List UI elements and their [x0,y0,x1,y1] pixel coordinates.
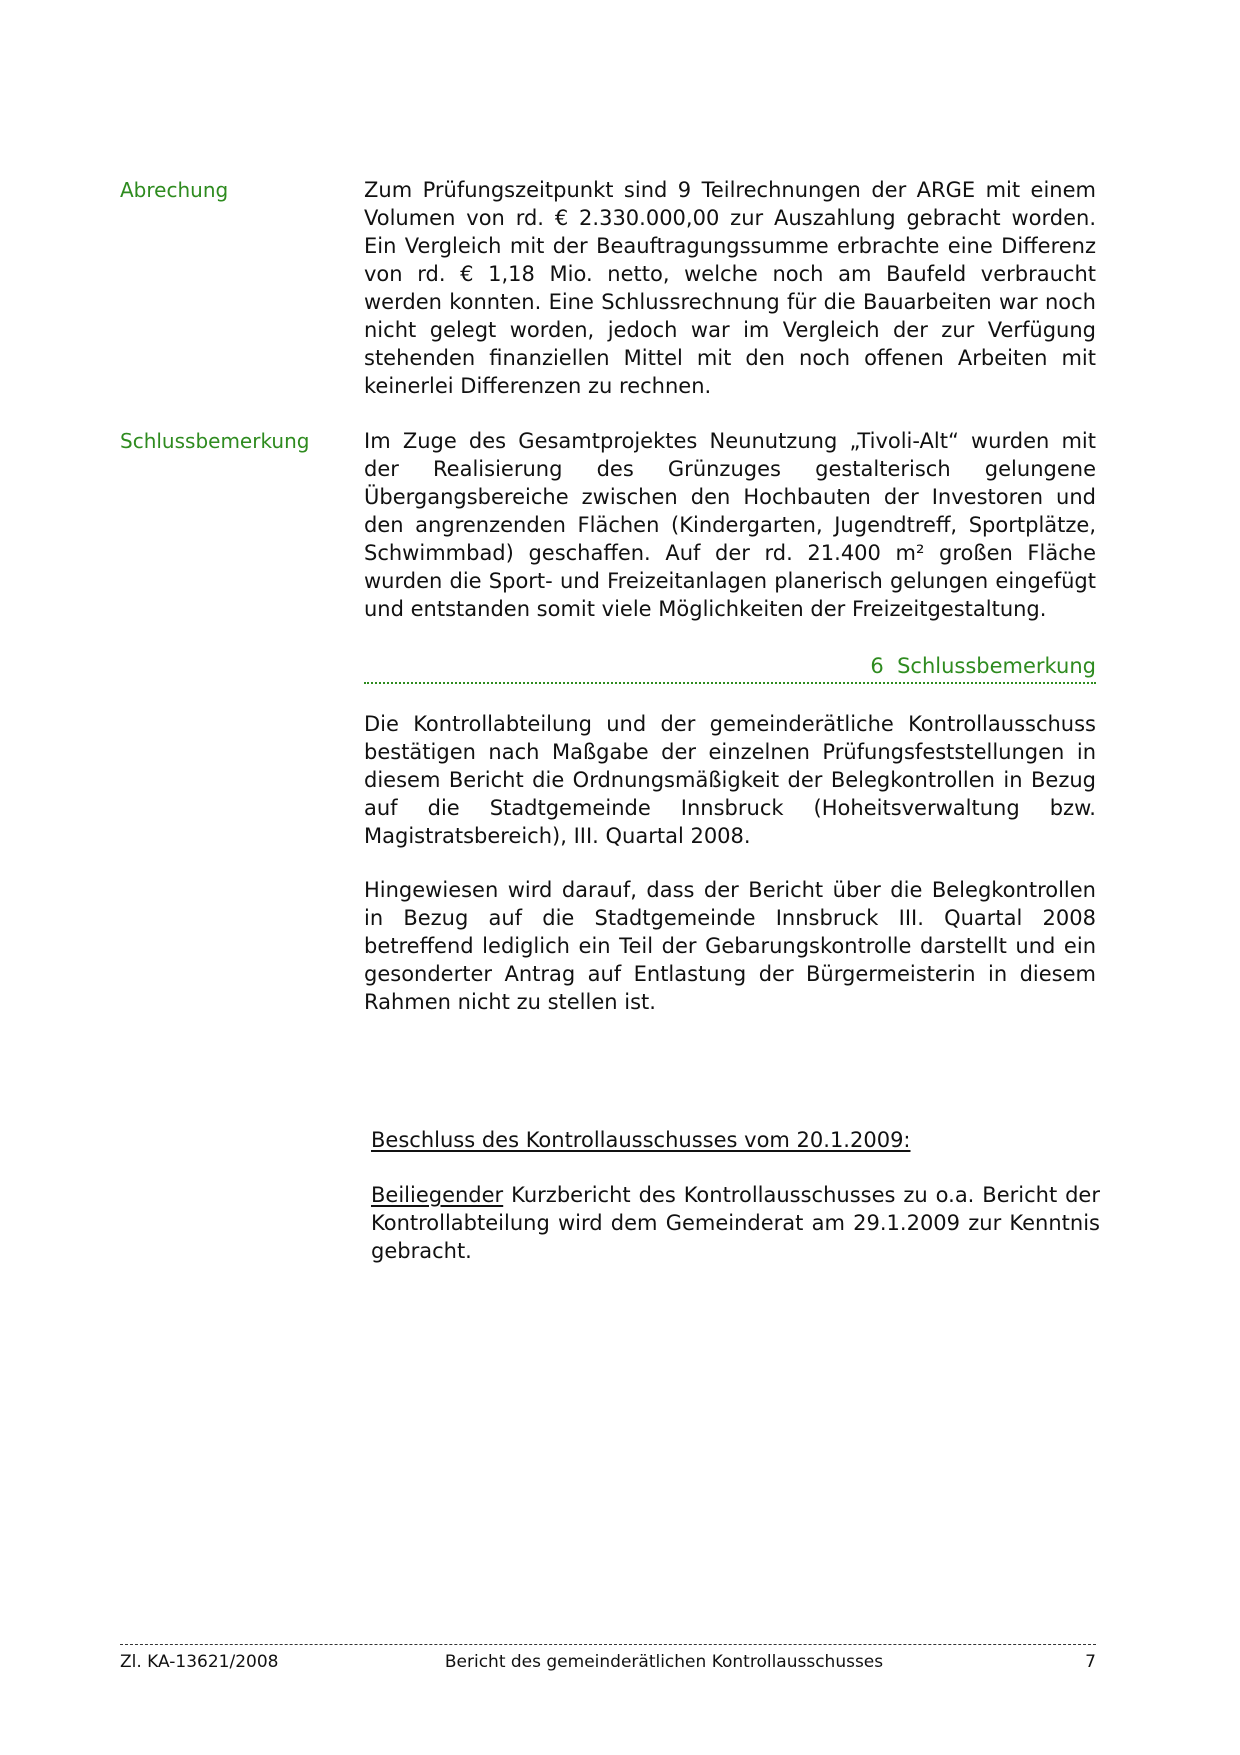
paragraph-schlussbemerkung-text: Im Zuge des Gesamtprojektes Neunutzung „Tivoli-Alt“ wurden mit der Realisierung des Grünzuges gestalterisch gelungene Übergangsbereiche zwischen den Hochbauten der Investoren und den angrenzenden Flächen (Kindergarten, Jugendtreff, Sportplätze, Schwimmbad) geschaffen. Auf der rd. 21.400 m² großen Fläche wurden die Sport- und Freizeitanlagen planerisch gelungen eingefügt und entstanden somit viele Möglichkeiten der Freizeitgestaltung. [364,429,1096,621]
conclusion-paragraph-1-text: Die Kontrollabteilung und der gemeinderätliche Kontrollausschuss bestätigen nach Maßgabe der einzelnen Prüfungsfeststellungen in diesem Bericht die Ordnungsmäßigkeit der Belegkontrollen in Bezug auf die Stadtgemeinde Innsbruck (Hoheitsverwaltung bzw. Magistratsbereich), III. Quartal 2008. [364,712,1096,848]
footer-title: Bericht des gemeinderätlichen Kontrollausschusses [444,1652,884,1672]
chapter-heading-rule [364,682,1096,684]
conclusion-paragraph-2-text: Hingewiesen wird darauf, dass der Bericht über die Belegkontrollen in Bezug auf die Stadtgemeinde Innsbruck III. Quartal 2008 betreffend lediglich ein Teil der Gebarungskontrolle darstellt und ein gesonderter Antrag auf Entlastung der Bürgermeisterin in diesem Rahmen nicht zu stellen ist. [364,878,1096,1014]
page-number: 7 [1085,1652,1096,1672]
chapter-heading [364,652,1096,680]
chapter-number: 6 [870,654,884,678]
conclusion-paragraph-2 [364,876,1096,1016]
resolution-heading-text: Beschluss des Kontrollausschusses vom 20.1.2009: [371,1128,911,1152]
resolution-paragraph [371,1181,1100,1265]
resolution-heading [371,1126,1103,1154]
conclusion-paragraph-1 [364,710,1096,850]
resolution-body: Kurzbericht des Kontrollausschusses zu o.a. Bericht der Kontrollabteilung wird dem Gemeinderat am 29.1.2009 zur Kenntnis gebracht. [371,1183,1100,1263]
margin-label-schlussbemerkung: Schlussbemerkung [120,429,310,453]
chapter-title: Schlussbemerkung [897,654,1096,678]
paragraph-abrechnung [364,176,1096,400]
resolution-lead-word: Beiliegender [371,1183,504,1207]
paragraph-schlussbemerkung [364,427,1096,623]
resolution-paragraph-text [371,1181,1100,1265]
paragraph-abrechnung-text: Zum Prüfungszeitpunkt sind 9 Teilrechnungen der ARGE mit einem Volumen von rd. € 2.330.000,00 zur Auszahlung gebracht worden. Ein Vergleich mit der Beauftragungssumme erbrachte eine Differenz von rd. € 1,18 Mio. netto, welche noch am Baufeld verbraucht werden konnten. Eine Schlussrechnung für die Bauarbeiten war noch nicht gelegt worden, jedoch war im Vergleich der zur Verfügung stehenden finanziellen Mittel mit den noch offenen Arbeiten mit keinerlei Differenzen zu rechnen. [364,178,1096,398]
footer-rule [120,1644,1096,1645]
margin-label-abrechnung: Abrechung [120,178,229,202]
footer-reference: Zl. KA-13621/2008 [120,1652,279,1672]
